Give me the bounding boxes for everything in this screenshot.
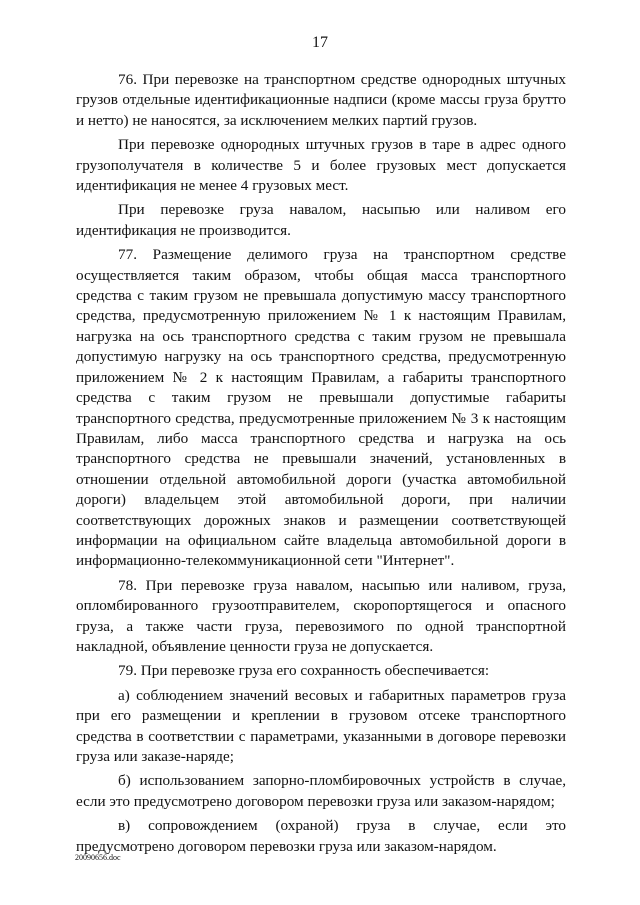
- page-number: 17: [312, 34, 328, 51]
- paragraph-79-item-b: б) использованием запорно-пломбировочных устройств в случае, если это предусмотрено договором перевозки груза или заказом-нарядом;: [76, 772, 566, 810]
- paragraph-76: 76. При перевозке на транспортном средстве однородных штучных грузов отдельные идентификационные надписи (кроме массы груза брутто и нетто) не наносятся, за исключением мелких партий грузов.: [76, 71, 566, 129]
- paragraph-76-bulk-goods: При перевозке груза навалом, насыпью или наливом его идентификация не производится.: [76, 201, 566, 239]
- document-body: [76, 70, 566, 857]
- paragraph-79: 79. При перевозке груза его сохранность обеспечивается:: [118, 662, 490, 680]
- paragraph-77: 77. Размещение делимого груза на транспортном средстве осуществляется таким образом, чтобы общая масса транспортного средства с таким грузом не превышала допустимую массу транспортного средства, предусмотренную приложением № 1 к настоящим Правилам, нагрузка на ось транспортного средства с таким грузом не превышала допустимую нагрузку на ось транспортного средства, предусмотренную приложением № 2 к настоящим Правилам, а габариты транспортного средства с таким грузом не превышали допустимые габариты транспортного средства, предусмотренные приложением № 3 к настоящим Правилам, либо масса транспортного средства и нагрузка на ось транспортного средства не превышали значений, установленных в отношении отдельной автомобильной дороги (участка автомобильной дороги) владельцем этой автомобильной дороги, при наличии соответствующих дорожных знаков и размещении соответствующей информации на официальном сайте владельца автомобильной дороги в информационно-телекоммуникационной сети "Интернет".: [76, 246, 566, 570]
- paragraph-78: 78. При перевозке груза навалом, насыпью или наливом, груза, опломбированного грузоотправителем, скоропортящегося и опасного груза, а также части груза, перевозимого по одной транспортной накладной, объявление ценности груза не допускается.: [76, 576, 566, 655]
- paragraph-76-packaged-goods: При перевозке однородных штучных грузов в таре в адрес одного грузополучателя в количестве 5 и более грузовых мест допускается идентификация не менее 4 грузовых мест.: [76, 136, 566, 195]
- paragraph-79-item-c: в) сопровождением (охраной) груза в случае, если это предусмотрено договором перевозки груза или заказом-нарядом.: [76, 817, 566, 855]
- file-name-footer: 20090656.doc: [75, 853, 121, 862]
- paragraph-79-item-a: а) соблюдением значений весовых и габаритных параметров груза при его размещении и креплении в грузовом отсеке транспортного средства в соответствии с параметрами, указанными в договоре перевозки груза или заказе-наряде;: [76, 686, 566, 765]
